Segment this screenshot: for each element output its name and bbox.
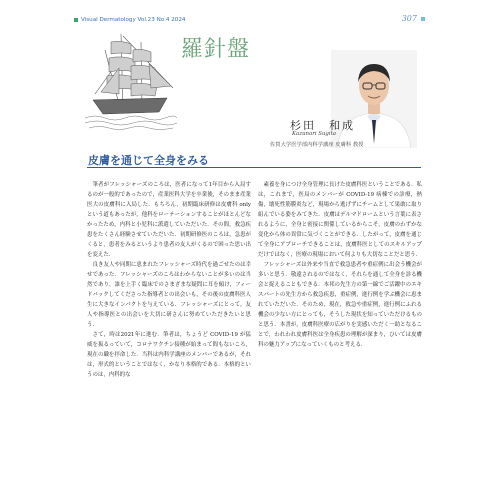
journal-header — [63, 14, 439, 28]
sailing-ship-illustration — [85, 28, 177, 132]
author-name-roman: Kazunari Sugita — [292, 131, 336, 137]
article-title: 皮膚を通じて全身をみる — [88, 154, 209, 167]
journal-name: Visual Dermatology Vol.23 No.4 2024 — [81, 17, 186, 23]
paragraph: 良き友人や同期に恵まれたフレッシャーズ時代を過ごせたのは幸せであった．フレッシャーズのころはわからないことが多いのは当然であり，誰を上手く臨床でのさまざまな疑問に耳を傾け，フィードバックしてくださった指導者との出会いも，その後の皮膚科医人生に大きなインパクトを与えている．フレッシャーズにとって，友人や指導医との出会いを大切に研さんに努めていただきたいと思う． — [87, 262, 251, 328]
page-number-square-icon — [421, 17, 425, 21]
page-number-wrap — [402, 14, 425, 23]
journal-page — [63, 0, 439, 500]
paragraph: フレッシャーズは外来や当直で救急患者や重症例に出会う機会が多いと思う．敬遠されるのではなく，それらを通して全身を診る機会と捉えることもできる．本邦の先生方の第一線でご活躍中のエキスパートの先生方から救急疾患，重症例，進行例を学ぶ機会に恵まれていただいた．そのため，現在，救急や重症例，進行例にふれる機会の少ない方にとっても，そうした現状を知っていただけるものと思う．本書が，皮膚科医療の広がりを実感いただく一助となることで，われわれ皮膚科医は全身疾患の理解が深まり，ひいては皮膚科の魅力アップになっていくものと考える． — [258, 262, 422, 348]
paragraph: 筆者がフレッシャーズのころは，医者になって1年目から入局するのが一般的であったので，産業医科大学を卒業後，そのまま産業医大の皮膚科に入局した．もちろん，初期臨床研修は皮膚科 only という道もあったが，他科をローテーションすることがほとんどなかったため，内科と小児科に派遣していただいた．その間，救急疾患をたくさん経験させていただいた．初期研修医のころは，急患がくると，患者をみるというより患者の友人がくるので困った思い出を変えた． — [87, 182, 251, 258]
author-affiliation: 佐賀大学医学部内科学講座 皮膚科 教授 — [270, 142, 364, 148]
body-column-left — [87, 180, 251, 380]
header-square-icon — [74, 18, 78, 22]
page-number: 307 — [401, 14, 417, 23]
title-divider — [87, 167, 421, 168]
column-title: 羅針盤 — [181, 37, 251, 62]
author-name: 杉田 和成 — [290, 119, 355, 132]
paragraph: 素養を身につけ全身管理に長けた皮膚科医ということである．私は，これまで，医局のメンバーが COVID-19 病棟での診療，熱傷，壊死性筋膜炎など，現場から逃げずにチームとして果敢に取り組んでいる姿をみてきた．皮膚はデルマドロームという言葉に表されるように，全身と密接に関係しているからこそ，皮膚のわずかな変化から体の異常に気づくことができる．したがって，皮膚を通じて全身にアプローチできることは，皮膚科医としてのスキルアップだけではなく，医療の現場において何よりも大切なことだと思う． — [258, 182, 422, 258]
paragraph: さて，時は2021年に進む．筆者は，ちょうど COVID-19 が猛威を振るっていて，コロナワクチン接種が始まって間もないころ，現在の職を拝命した．当科は内科学講座のメンバーであるが，それは，形式的ということではなく，かなり本格的である．本格的というのは，内科的な — [87, 332, 251, 378]
author-portrait — [331, 50, 417, 148]
body-column-right — [258, 180, 422, 350]
